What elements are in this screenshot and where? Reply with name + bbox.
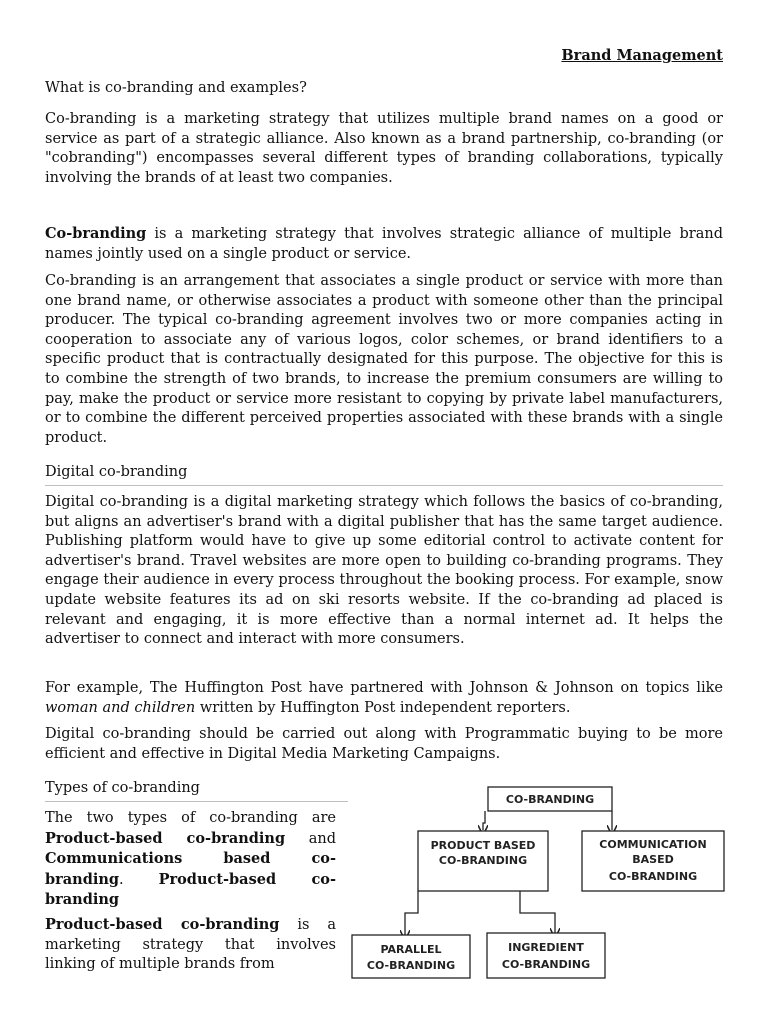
label-communication-1: COMMUNICATION	[599, 838, 707, 851]
co-branding-diagram	[350, 783, 730, 983]
product-based-paragraph	[45, 915, 336, 975]
label-communication-2: BASED	[632, 853, 674, 866]
label-communication-3: CO-BRANDING	[608, 870, 698, 883]
types-bold-1: Product-based co-branding	[45, 829, 286, 847]
definition-paragraph	[45, 224, 723, 264]
digital-paragraph: Digital co-branding is a digital marketing strategy which follows the basics of co-branding, but aligns an advertiser's brand with a digital publisher that has the same target audience. Publishing platform would have to give up some editorial control to activate content for advertiser's brand. Travel websites are more open to building co-branding programs. They engage their audience in every process throughout the booking process. For example, snow update website features its ad on ski resorts website. If the co-branding ad placed is relevant and engaging, it is more effective than a normal internet ad. It helps the advertiser to connect and interact with more consumers.	[45, 494, 723, 648]
intro-paragraph: Co-branding is a marketing strategy that utilizes multiple brand names on a good or service as part of a strategic alliance. Also known as a brand partnership, co-branding (or "cobranding") encompasses several different types of branding collaborations, typically involving the brands of at least two companies.	[45, 111, 723, 186]
types-bold-3: Product-based co-branding	[45, 870, 336, 909]
product-based-text: is a marketing strategy that involves linking of multiple brands from	[45, 917, 336, 973]
types-paragraph	[45, 809, 336, 911]
label-parallel-1: PARALLEL	[380, 943, 442, 956]
digital-heading: Digital co-branding	[45, 463, 723, 486]
product-based-term: Product-based co-branding	[45, 916, 280, 933]
label-ingredient-2: CO-BRANDING	[501, 958, 591, 971]
types-bold-2: Communications based co-branding	[45, 850, 336, 888]
example-paragraph	[45, 679, 723, 718]
programmatic-paragraph: Digital co-branding should be carried out along with Programmatic buying to be more efficient and effective in Digital Media Marketing Campaigns.	[45, 726, 723, 762]
page-title: Brand Management	[561, 47, 723, 64]
definition-term: Co-branding	[45, 225, 147, 242]
connector-product-parallel	[405, 891, 418, 935]
example-text-after: written by Huffington Post independent reporters.	[195, 699, 571, 716]
arrangement-paragraph: Co-branding is an arrangement that associates a single product or service with more than one brand name, or otherwise associates a product with someone other than the principal producer. The typical co-branding agreement involves two or more companies acting in cooperation to associate any of various logos, color schemes, or brand identifiers to a specific product that is contractually designated for this purpose. The objective for this is to combine the strength of two brands, to increase the premium consumers are willing to pay, make the product or service more resistant to copying by private label manufacturers, or to combine the different perceived properties associated with these brands with a single product.	[45, 273, 723, 446]
label-co-branding: CO-BRANDING	[505, 793, 595, 806]
label-parallel-2: CO-BRANDING	[366, 959, 456, 972]
types-text-3: .	[119, 871, 159, 888]
connector-product-ingredient	[520, 891, 555, 933]
example-text-before: For example, The Huffington Post have partnered with Johnson & Johnson on topics like	[45, 680, 723, 696]
connector-root-product	[483, 811, 485, 830]
label-product-2: CO-BRANDING	[438, 854, 528, 867]
types-text-2: and	[285, 830, 336, 847]
example-italic: woman and children	[45, 699, 196, 716]
label-ingredient-1: INGREDIENT	[508, 941, 584, 954]
types-heading: Types of co-branding	[45, 779, 348, 802]
definition-text: is a marketing strategy that involves strategic alliance of multiple brand names jointly used on a single product or service.	[45, 226, 723, 262]
intro-question: What is co-branding and examples?	[45, 80, 307, 96]
box-ingredient	[487, 933, 605, 978]
types-text-1: The two types of co-branding are	[45, 810, 336, 826]
label-product-1: PRODUCT BASED	[430, 839, 536, 852]
